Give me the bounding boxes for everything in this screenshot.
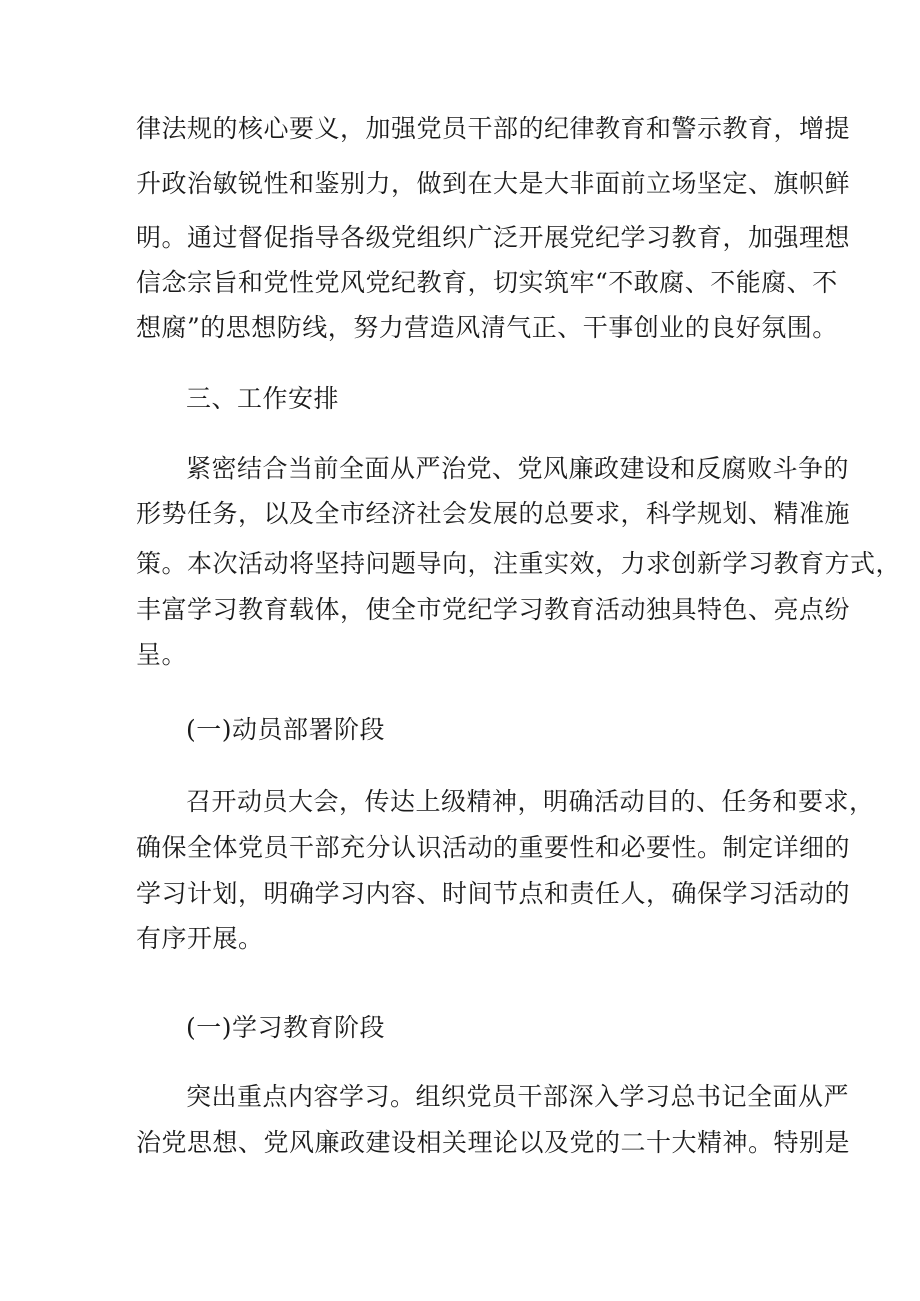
- paragraph-line: 想腐”的思想防线，努力营造风清气正、干事创业的良好氛围。: [136, 313, 838, 342]
- paragraph-line: 律法规的核心要义，加强党员干部的纪律教育和警示教育，增提: [136, 114, 851, 143]
- paragraph-line: 呈。: [136, 640, 188, 669]
- paragraph-line: 丰富学习教育载体，使全市党纪学习教育活动独具特色、亮点纷: [136, 595, 851, 624]
- subsection-heading: (一)学习教育阶段: [186, 1013, 386, 1042]
- paragraph-line: 形势任务，以及全市经济社会发展的总要求，科学规划、精准施: [136, 499, 851, 528]
- paragraph-line: 紧密结合当前全面从严治党、党风廉政建设和反腐败斗争的: [186, 454, 850, 483]
- paragraph-line: 召开动员大会，传达上级精神，明确活动目的、任务和要求，: [186, 787, 875, 816]
- paragraph-line: 有序开展。: [136, 924, 264, 953]
- paragraph-line: 明。通过督促指导各级党组织广泛开展党纪学习教育，加强理想: [136, 223, 851, 252]
- paragraph-line: 治党思想、党风廉政建设相关理论以及党的二十大精神。特别是: [136, 1128, 851, 1157]
- subsection-heading: (一)动员部署阶段: [186, 715, 386, 744]
- paragraph-line: 策。本次活动将坚持问题导向，注重实效，力求创新学习教育方式，: [136, 549, 902, 578]
- paragraph-line: 确保全体党员干部充分认识活动的重要性和必要性。制定详细的: [136, 833, 851, 862]
- section-heading: 三、工作安排: [186, 384, 340, 413]
- paragraph-line: 突出重点内容学习。组织党员干部深入学习总书记全面从严: [186, 1082, 850, 1111]
- paragraph-line: 信念宗旨和党性党风党纪教育，切实筑牢“不敢腐、不能腐、不: [136, 268, 838, 297]
- paragraph-line: 学习计划，明确学习内容、时间节点和责任人，确保学习活动的: [136, 879, 851, 908]
- paragraph-line: 升政治敏锐性和鉴别力，做到在大是大非面前立场坚定、旗帜鲜: [136, 169, 851, 198]
